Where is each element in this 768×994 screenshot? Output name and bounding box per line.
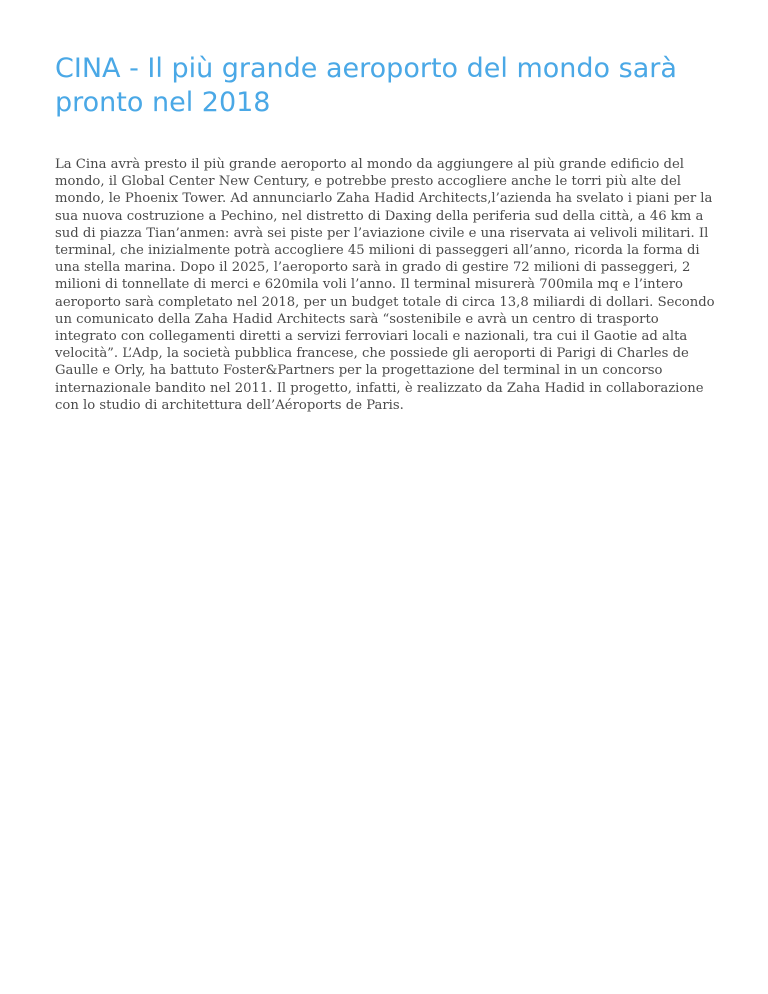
article-title: CINA - Il più grande aeroporto del mondo sarà pronto nel 2018 bbox=[55, 53, 677, 118]
article bbox=[55, 52, 717, 414]
article-body: La Cina avrà presto il più grande aeroporto al mondo da aggiungere al più grande edificio del mondo, il Global Center New Century, e potrebbe presto accogliere anche le torri più alte del mondo, le Phoenix Tower. Ad annunciarlo Zaha Hadid Architects,l’azienda ha svelato i piani per la sua nuova costruzione a Pechino, nel distretto di Daxing della periferia sud della città, a 46 km a sud di piazza Tian’anmen: avrà sei piste per l’aviazione civile e una riservata ai velivoli militari. Il terminal, che inizialmente potrà accogliere 45 milioni di passeggeri all’anno, ricorda la forma di una stella marina. Dopo il 2025, l’aeroporto sarà in grado di gestire 72 milioni di passeggeri, 2 milioni di tonnellate di merci e 620mila voli l’anno. Il terminal misurerà 700mila mq e l’intero aeroporto sarà completato nel 2018, per un budget totale di circa 13,8 miliardi di dollari. Secondo un comunicato della Zaha Hadid Architects sarà “sostenibile e avrà un centro di trasporto integrato con collegamenti diretti a servizi ferroviari locali e nazionali, tra cui il Gaotie ad alta velocità”. L’Adp, la società pubblica francese, che possiede gli aeroporti di Parigi di Charles de Gaulle e Orly, ha battuto Foster&Partners per la progettazione del terminal in un concorso internazionale bandito nel 2011. Il progetto, infatti, è realizzato da Zaha Hadid in collaborazione con lo studio di architettura dell’Aéroports de Paris. bbox=[55, 157, 715, 413]
